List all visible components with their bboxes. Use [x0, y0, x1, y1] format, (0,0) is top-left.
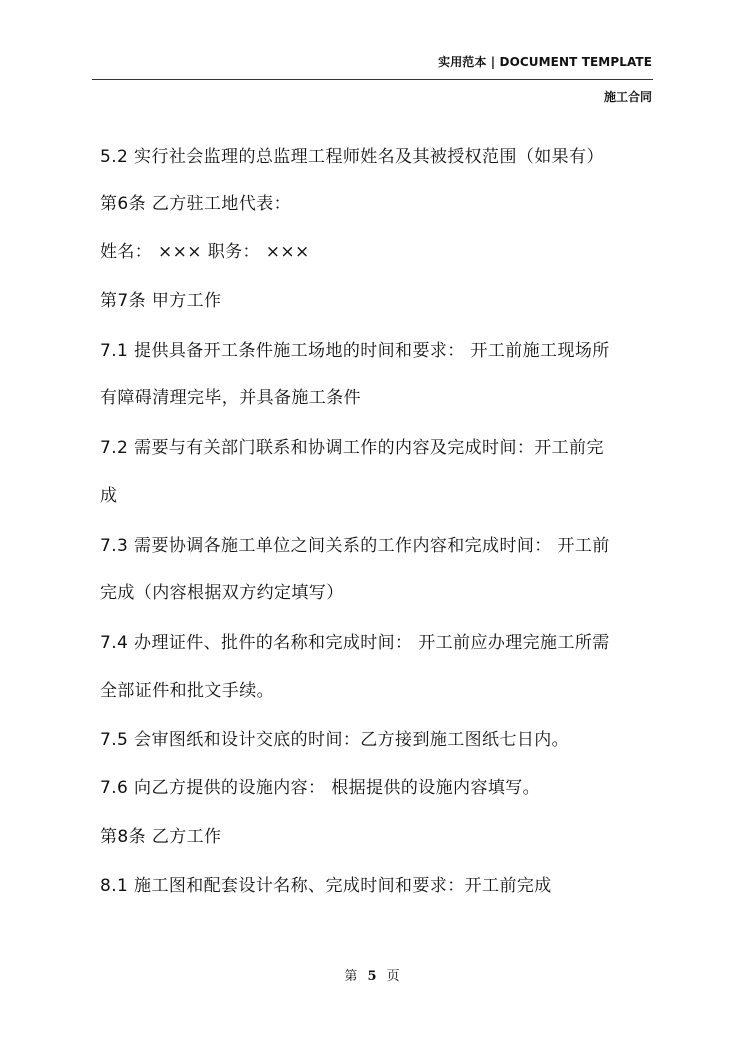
header-divider — [92, 79, 653, 80]
body-line: 完成（内容根据双方约定填写） — [100, 583, 344, 603]
header-subtitle: 施工合同 — [603, 90, 652, 104]
body-line: 第8条 乙方工作 — [100, 827, 222, 847]
body-line: 5.2 实行社会监理的总监理工程师姓名及其被授权范围（如果有） — [100, 147, 604, 167]
body-line: 7.6 向乙方提供的设施内容： 根据提供的设施内容填写。 — [100, 778, 541, 798]
body-line: 第6条 乙方驻工地代表： — [100, 194, 292, 214]
page-footer — [0, 965, 744, 984]
body-line: 第7条 甲方工作 — [100, 291, 222, 311]
body-line: 7.2 需要与有关部门联系和协调工作的内容及完成时间：开工前完 — [100, 438, 604, 458]
body-line: 7.4 办理证件、批件的名称和完成时间： 开工前应办理完施工所需 — [100, 633, 610, 653]
page-number: 5 — [367, 969, 377, 984]
body-line: 姓名： ××× 职务： ××× — [100, 242, 310, 262]
page-prefix: 第 — [344, 969, 358, 984]
body-line: 成 — [100, 486, 118, 506]
body-line: 全部证件和批文手续。 — [100, 681, 274, 701]
body-line: 8.1 施工图和配套设计名称、完成时间和要求：开工前完成 — [100, 876, 552, 896]
body-line: 7.3 需要协调各施工单位之间关系的工作内容和完成时间： 开工前 — [100, 536, 610, 556]
header-title: 实用范本 | DOCUMENT TEMPLATE — [438, 55, 652, 69]
page-suffix: 页 — [386, 969, 400, 984]
body-line: 7.5 会审图纸和设计交底的时间：乙方接到施工图纸七日内。 — [100, 730, 570, 750]
body-line: 有障碍清理完毕，并具备施工条件 — [100, 388, 361, 408]
body-line: 7.1 提供具备开工条件施工场地的时间和要求： 开工前施工现场所 — [100, 341, 610, 361]
